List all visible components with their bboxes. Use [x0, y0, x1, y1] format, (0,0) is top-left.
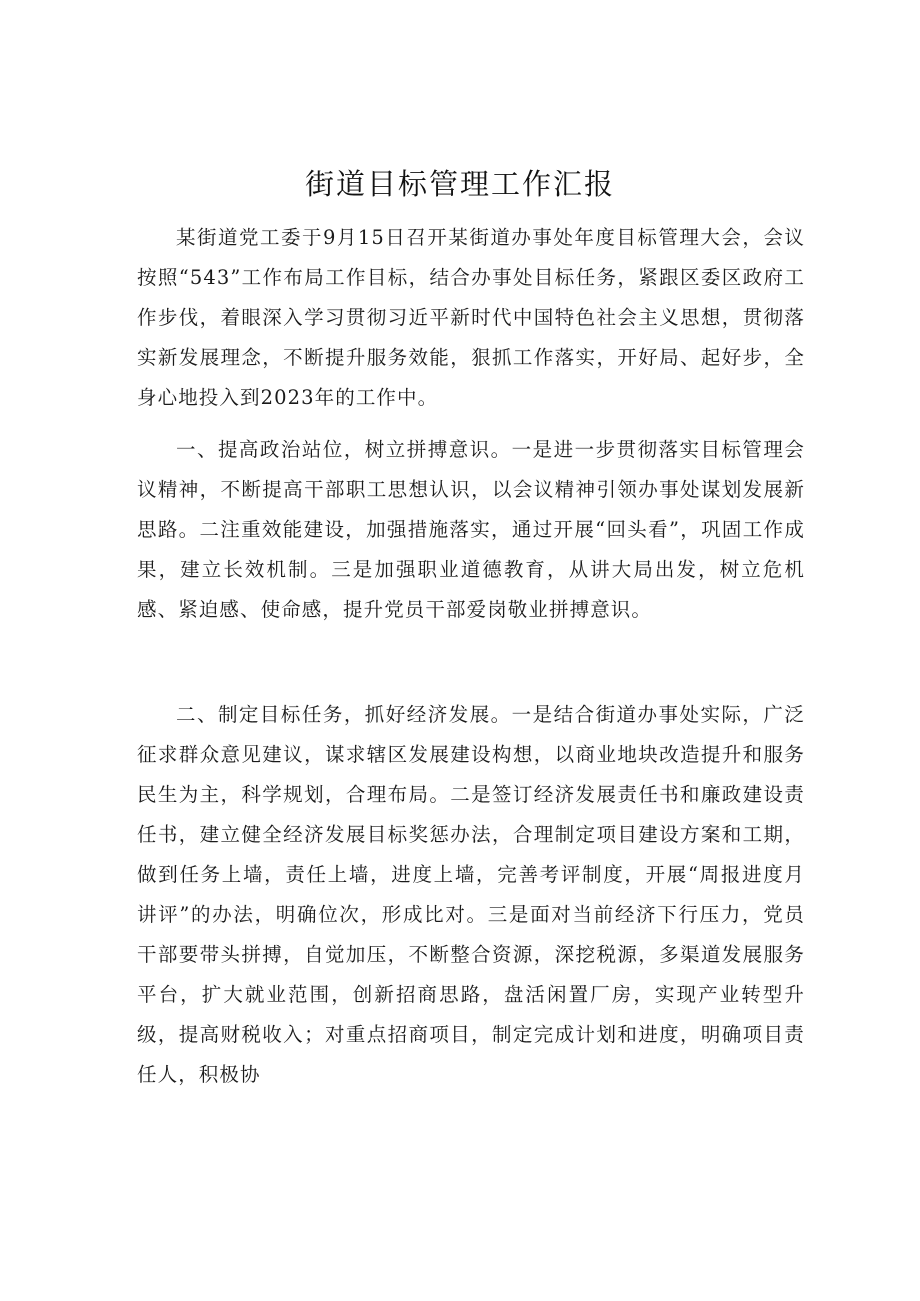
paragraph-section-2: 二、制定目标任务，抓好经济发展。一是结合街道办事处实际，广泛征求群众意见建议，谋求辖区发展建设构想，以商业地块改造提升和服务民生为主，科学规划，合理布局。二是签订经济发展责任书和廉政建设责任书，建立健全经济发展目标奖惩办法，合理制定项目建设方案和工期，做到任务上墙，责任上墙，进度上墙，完善考评制度，开展“周报进度月讲评”的办法，明确位次，形成比对。三是面对当前经济下行压力，党员干部要带头拼搏，自觉加压，不断整合资源，深挖税源，多渠道发展服务平台，扩大就业范围，创新招商思路，盘活闲置厂房，实现产业转型升级，提高财税收入；对重点招商项目，制定完成计划和进度，明确项目责任人，积极协	[137, 703, 805, 1086]
paragraph-section-1: 一、提高政治站位，树立拼搏意识。一是进一步贯彻落实目标管理会议精神，不断提高干部职工思想认识，以会议精神引领办事处谋划发展新思路。二注重效能建设，加强措施落实，通过开展“回头看”，巩固工作成果，建立长效机制。三是加强职业道德教育，从讲大局出发，树立危机感、紧迫感、使命感，提升党员干部爱岗敬业拼搏意识。	[137, 438, 805, 621]
paragraph-intro: 某街道党工委于9月15日召开某街道办事处年度目标管理大会，会议按照“543”工作布局工作目标，结合办事处目标任务，紧跟区委区政府工作步伐，着眼深入学习贯彻习近平新时代中国特色社会主义思想，贯彻落实新发展理念，不断提升服务效能，狠抓工作落实，开好局、起好步，全身心地投入到2023年的工作中。	[137, 226, 805, 409]
document-title: 街道目标管理工作汇报	[304, 167, 615, 201]
